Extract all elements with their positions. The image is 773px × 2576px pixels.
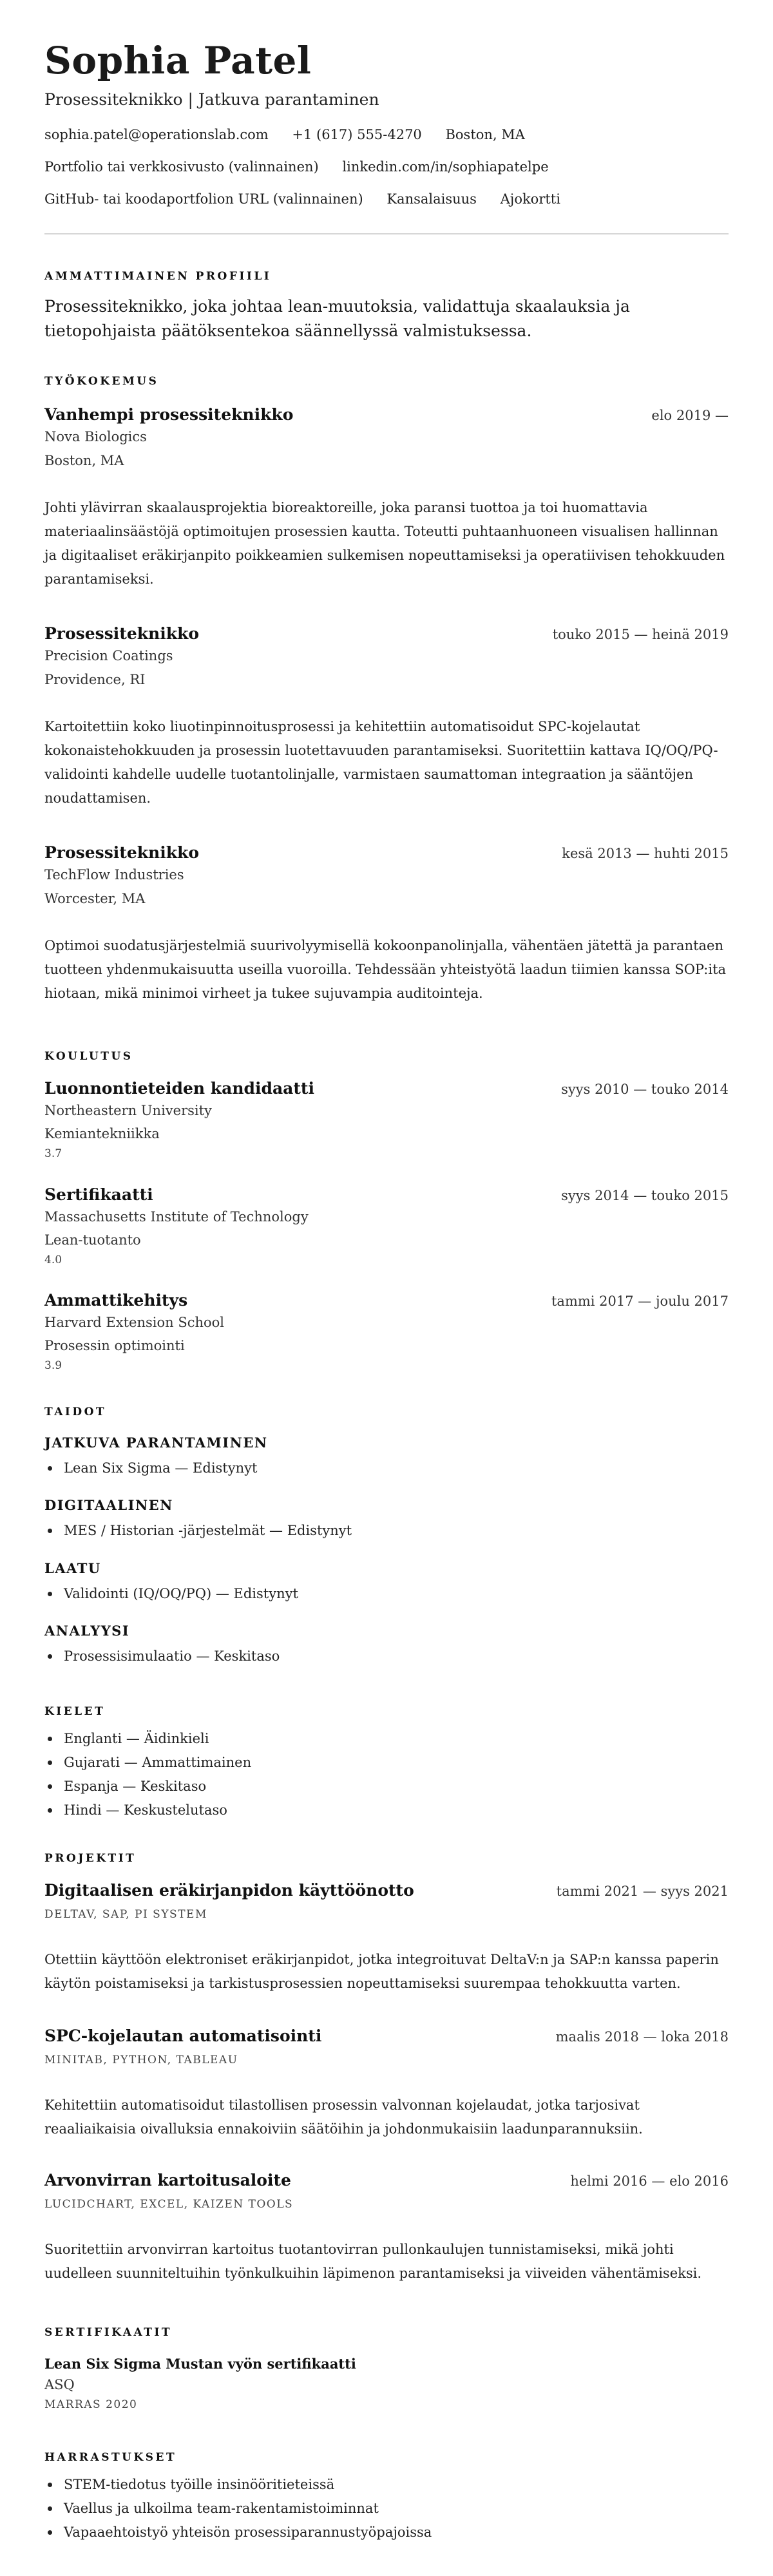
portfolio-link[interactable]: Portfolio tai verkkosivusto (valinnainen) — [44, 159, 319, 175]
job-title: Vanhempi prosessiteknikko — [44, 405, 294, 424]
field-of-study: Prosessin optimointi — [44, 1338, 185, 1353]
section-title-experience: TYÖKOKEMUS — [44, 375, 159, 388]
github-link[interactable]: GitHub- tai koodaportfolion URL (valinnainen) — [44, 191, 363, 207]
certification-name: Lean Six Sigma Mustan vyön sertifikaatti — [44, 2356, 356, 2372]
project-description: Kehitettiin automatisoidut tilastollisen prosessin valvonnan kojelaudat, jotka tarjosivat reaaliaikaisia oivalluksia ennakoiviin säätöihin ja johdonmukaisiin laadunparannuksiin. — [44, 2097, 643, 2137]
header-divider — [44, 233, 729, 234]
school-name: Northeastern University — [44, 1103, 212, 1118]
grade: 3.9 — [44, 1359, 62, 1372]
grade: 4.0 — [44, 1254, 62, 1266]
education-item — [44, 1078, 729, 1161]
email[interactable]: sophia.patel@operationslab.com — [44, 127, 269, 142]
job-location: Boston, MA — [44, 453, 124, 468]
job-dates: touko 2015 — heinä 2019 — [552, 627, 729, 642]
certification-issuer: ASQ — [44, 2377, 75, 2392]
company-name: Nova Biologics — [44, 429, 147, 444]
skill-group — [44, 1496, 729, 1543]
skill-list — [44, 1645, 729, 1668]
skill-group — [44, 1621, 729, 1668]
job-dates: elo 2019 — — [651, 408, 729, 423]
skill-category: JATKUVA PARANTAMINEN — [44, 1435, 268, 1451]
project-item — [44, 1880, 729, 1996]
list-item: Hindi — Keskustelutaso — [64, 1798, 729, 1822]
section-title-profile: AMMATTIMAINEN PROFIILI — [44, 270, 272, 283]
skill-group — [44, 1559, 729, 1606]
project-tools: DELTAV, SAP, PI SYSTEM — [44, 1908, 207, 1921]
contact-line-3 — [44, 189, 729, 209]
skill-list — [44, 1456, 729, 1480]
company-name: Precision Coatings — [44, 648, 173, 663]
education-dates: syys 2014 — touko 2015 — [561, 1188, 729, 1203]
job-title: Prosessiteknikko — [44, 624, 200, 643]
degree: Sertifikaatti — [44, 1185, 153, 1204]
job-description: Kartoitettiin koko liuotinpinnoitusprosessi ja kehitettiin automatisoidut SPC-kojelautat kokonaistehokkuuden ja prosessin luotettavuuden parantamiseksi. Suoritettiin kattava IQ/OQ/PQ-validointi kahdelle uudelle tuotantolinjalle, varmistaen saumattoman integraation ja sääntöjen noudattamisen. — [44, 719, 718, 806]
school-name: Harvard Extension School — [44, 1315, 224, 1330]
job-location: Worcester, MA — [44, 891, 146, 906]
list-item: Vaellus ja ulkoilma team-rakentamistoiminnat — [64, 2497, 729, 2521]
project-dates: helmi 2016 — elo 2016 — [570, 2173, 729, 2189]
list-item: Englanti — Äidinkieli — [64, 1727, 729, 1751]
list-item: MES / Historian -järjestelmät — Edistynyt — [64, 1519, 729, 1543]
hobbies-section — [44, 2450, 729, 2544]
section-title-education: KOULUTUS — [44, 1050, 133, 1063]
section-title-certifications: SERTIFIKAATIT — [44, 2326, 172, 2339]
skills-section — [44, 1404, 729, 1420]
degree: Luonnontieteiden kandidaatti — [44, 1079, 314, 1098]
experience-item — [44, 623, 729, 810]
list-item: Espanja — Keskitaso — [64, 1775, 729, 1798]
experience-item — [44, 404, 729, 591]
resume-header — [44, 37, 729, 234]
education-dates: tammi 2017 — joulu 2017 — [551, 1293, 729, 1309]
phone[interactable]: +1 (617) 555-4270 — [292, 127, 422, 142]
project-description: Otettiin käyttöön elektroniset eräkirjanpidot, jotka integroituvat DeltaV:n ja SAP:n kanssa paperin käytön poistamiseksi ja tarkistusprosessien nopeuttamiseksi suurempaa tehokkuutta varten. — [44, 1952, 719, 1991]
candidate-title: Prosessiteknikko | Jatkuva parantaminen — [44, 90, 379, 109]
skill-category: LAATU — [44, 1560, 101, 1576]
job-dates: kesä 2013 — huhti 2015 — [562, 846, 729, 861]
education-section — [44, 1049, 729, 1064]
languages-section — [44, 1704, 729, 1822]
education-dates: syys 2010 — touko 2014 — [561, 1082, 729, 1097]
grade: 3.7 — [44, 1147, 62, 1160]
profile-text: Prosessiteknikko, joka johtaa lean-muutoksia, validattuja skaalauksia ja tietopohjaista päätöksentekoa säännellyssä valmistuksessa. — [44, 297, 630, 340]
list-item: Prosessisimulaatio — Keskitaso — [64, 1645, 729, 1668]
list-item: Validointi (IQ/OQ/PQ) — Edistynyt — [64, 1582, 729, 1606]
section-title-hobbies: HARRASTUKSET — [44, 2451, 177, 2464]
profile-section — [44, 269, 729, 343]
contact-line-2 — [44, 157, 729, 177]
section-title-projects: PROJEKTIT — [44, 1852, 137, 1865]
project-name: Arvonvirran kartoitusaloite — [44, 2171, 291, 2190]
certification-date: MARRAS 2020 — [44, 2398, 138, 2411]
language-list — [44, 1727, 729, 1822]
skill-category: DIGITAALINEN — [44, 1497, 173, 1513]
list-item: STEM-tiedotus työille insinööritieteissä — [64, 2473, 729, 2497]
skill-group — [44, 1433, 729, 1480]
section-title-languages: KIELET — [44, 1705, 106, 1718]
education-item — [44, 1184, 729, 1268]
degree: Ammattikehitys — [44, 1291, 188, 1310]
experience-item — [44, 842, 729, 1006]
job-description: Johti ylävirran skaalausprojektia bioreaktoreille, joka paransi tuottoa ja toi huomattavia materiaalinsäästöjä optimoitujen prosessien kautta. Toteutti puhtaanhuoneen visualisen hallinnan ja digitaaliset eräkirjanpito poikkeamien sulkemisen nopeuttamiseksi ja operatiivisen tehokkuuden parantamiseksi. — [44, 500, 725, 587]
project-dates: maalis 2018 — loka 2018 — [555, 2029, 729, 2045]
location: Boston, MA — [445, 127, 525, 142]
certifications-section — [44, 2325, 729, 2412]
company-name: TechFlow Industries — [44, 867, 184, 883]
hobby-list — [44, 2473, 729, 2544]
project-dates: tammi 2021 — syys 2021 — [556, 1884, 729, 1899]
education-item — [44, 1290, 729, 1373]
job-location: Providence, RI — [44, 672, 146, 687]
list-item: Gujarati — Ammattimainen — [64, 1751, 729, 1775]
project-item — [44, 2170, 729, 2285]
project-tools: MINITAB, PYTHON, TABLEAU — [44, 2054, 238, 2066]
skill-category: ANALYYSI — [44, 1623, 130, 1639]
linkedin-link[interactable]: linkedin.com/in/sophiapatelpe — [342, 159, 549, 175]
project-name: SPC-kojelautan automatisointi — [44, 2027, 322, 2045]
drivers-license: Ajokortti — [500, 191, 560, 207]
field-of-study: Lean-tuotanto — [44, 1232, 141, 1248]
contact-line-1 — [44, 125, 729, 144]
skill-list — [44, 1519, 729, 1543]
school-name: Massachusetts Institute of Technology — [44, 1209, 309, 1225]
candidate-name: Sophia Patel — [44, 39, 312, 82]
project-name: Digitaalisen eräkirjanpidon käyttöönotto — [44, 1881, 414, 1900]
project-description: Suoritettiin arvonvirran kartoitus tuotantovirran pullonkaulujen tunnistamiseksi, mikä johti uudelleen suunniteltuihin työnkulkuihin läpimenon parantamiseksi ja viiveiden vähentämiseksi. — [44, 2242, 702, 2281]
citizenship: Kansalaisuus — [386, 191, 477, 207]
experience-section — [44, 374, 729, 389]
project-item — [44, 2025, 729, 2141]
field-of-study: Kemiantekniikka — [44, 1126, 160, 1141]
section-title-skills: TAIDOT — [44, 1406, 107, 1418]
list-item: Vapaaehtoistyö yhteisön prosessiparannustyöpajoissa — [64, 2521, 729, 2544]
job-description: Optimoi suodatusjärjestelmiä suurivolyymisellä kokoonpanolinjalla, vähentäen jätettä ja parantaen tuotteen yhdenmukaisuutta useilla vuoroilla. Tehdessään yhteistyötä laadun tiimien kanssa SOP:ita hiotaan, mikä minimoi virheet ja tukee sujuvampia auditointeja. — [44, 938, 727, 1001]
project-tools: LUCIDCHART, EXCEL, KAIZEN TOOLS — [44, 2198, 294, 2211]
skill-list — [44, 1582, 729, 1606]
list-item: Lean Six Sigma — Edistynyt — [64, 1456, 729, 1480]
projects-section — [44, 1851, 729, 1866]
job-title: Prosessiteknikko — [44, 843, 200, 862]
